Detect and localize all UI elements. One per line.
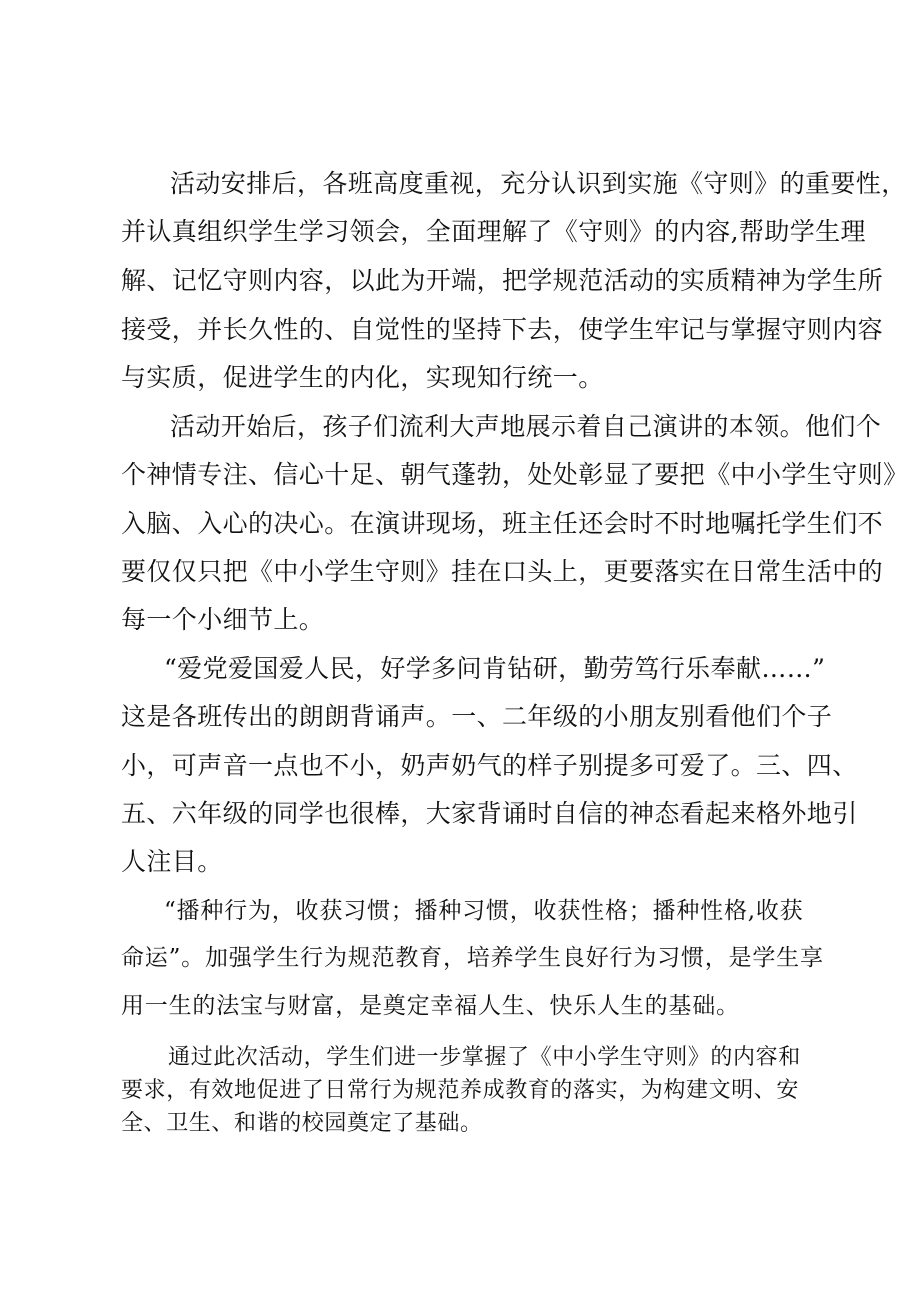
text-line: 这是各班传出的朗朗背诵声。一、二年级的小朋友别看他们个子 [121,702,833,731]
text-line: 要仅仅只把《中小学生守则》挂在口头上，更要落实在日常生活中的 [121,557,884,586]
text-line: 活动安排后，各班高度重视，充分认识到实施《守则》的重要性， [170,169,907,198]
text-line: 每一个小细节上。 [121,605,325,634]
text-line: 与实质，促进学生的内化，实现知行统一。 [121,363,604,392]
text-line: 解、记忆守则内容，以此为开端，把学规范活动的实质精神为学生所 [121,266,884,295]
text-line: 个神情专注、信心十足、朝气蓬勃，处处彰显了要把《中小学生守则》 [121,460,909,489]
text-line: 要求，有效地促进了日常行为规范养成教育的落实，为构建文明、安 [121,1078,800,1103]
text-line: 并认真组织学生学习领会，全面理解了《守则》的内容,帮助学生理 [121,217,866,246]
text-line: “爱党爱国爱人民，好学多问肯钻研，勤劳笃行乐奉献……” [164,654,826,683]
text-line: 接受，并长久性的、自觉性的坚持下去，使学生牢记与掌握守则内容 [121,315,884,344]
text-line: 小，可声音一点也不小，奶声奶气的样子别提多可爱了。三、四、 [121,751,858,780]
text-line: 全、卫生、和谐的校园奠定了基础。 [121,1111,483,1136]
text-line: 入脑、入心的决心。在演讲现场，班主任还会时不时地嘱托学生们不 [121,509,884,538]
text-line: 命运”。加强学生行为规范教育，培养学生良好行为习惯，是学生享 [121,945,824,971]
text-line: 用一生的法宝与财富，是奠定幸福人生、快乐人生的基础。 [121,993,740,1019]
text-line: 通过此次活动，学生们进一步掌握了《中小学生守则》的内容和 [168,1045,801,1070]
text-line: 人注目。 [121,847,223,876]
text-line: 五、六年级的同学也很棒，大家背诵时自信的神态看起来格外地引 [121,799,858,828]
text-line: 活动开始后，孩子们流利大声地展示着自己演讲的本领。他们个 [170,412,882,441]
text-line: “播种行为，收获习惯；播种习惯，收获性格；播种性格,收获 [164,898,804,924]
